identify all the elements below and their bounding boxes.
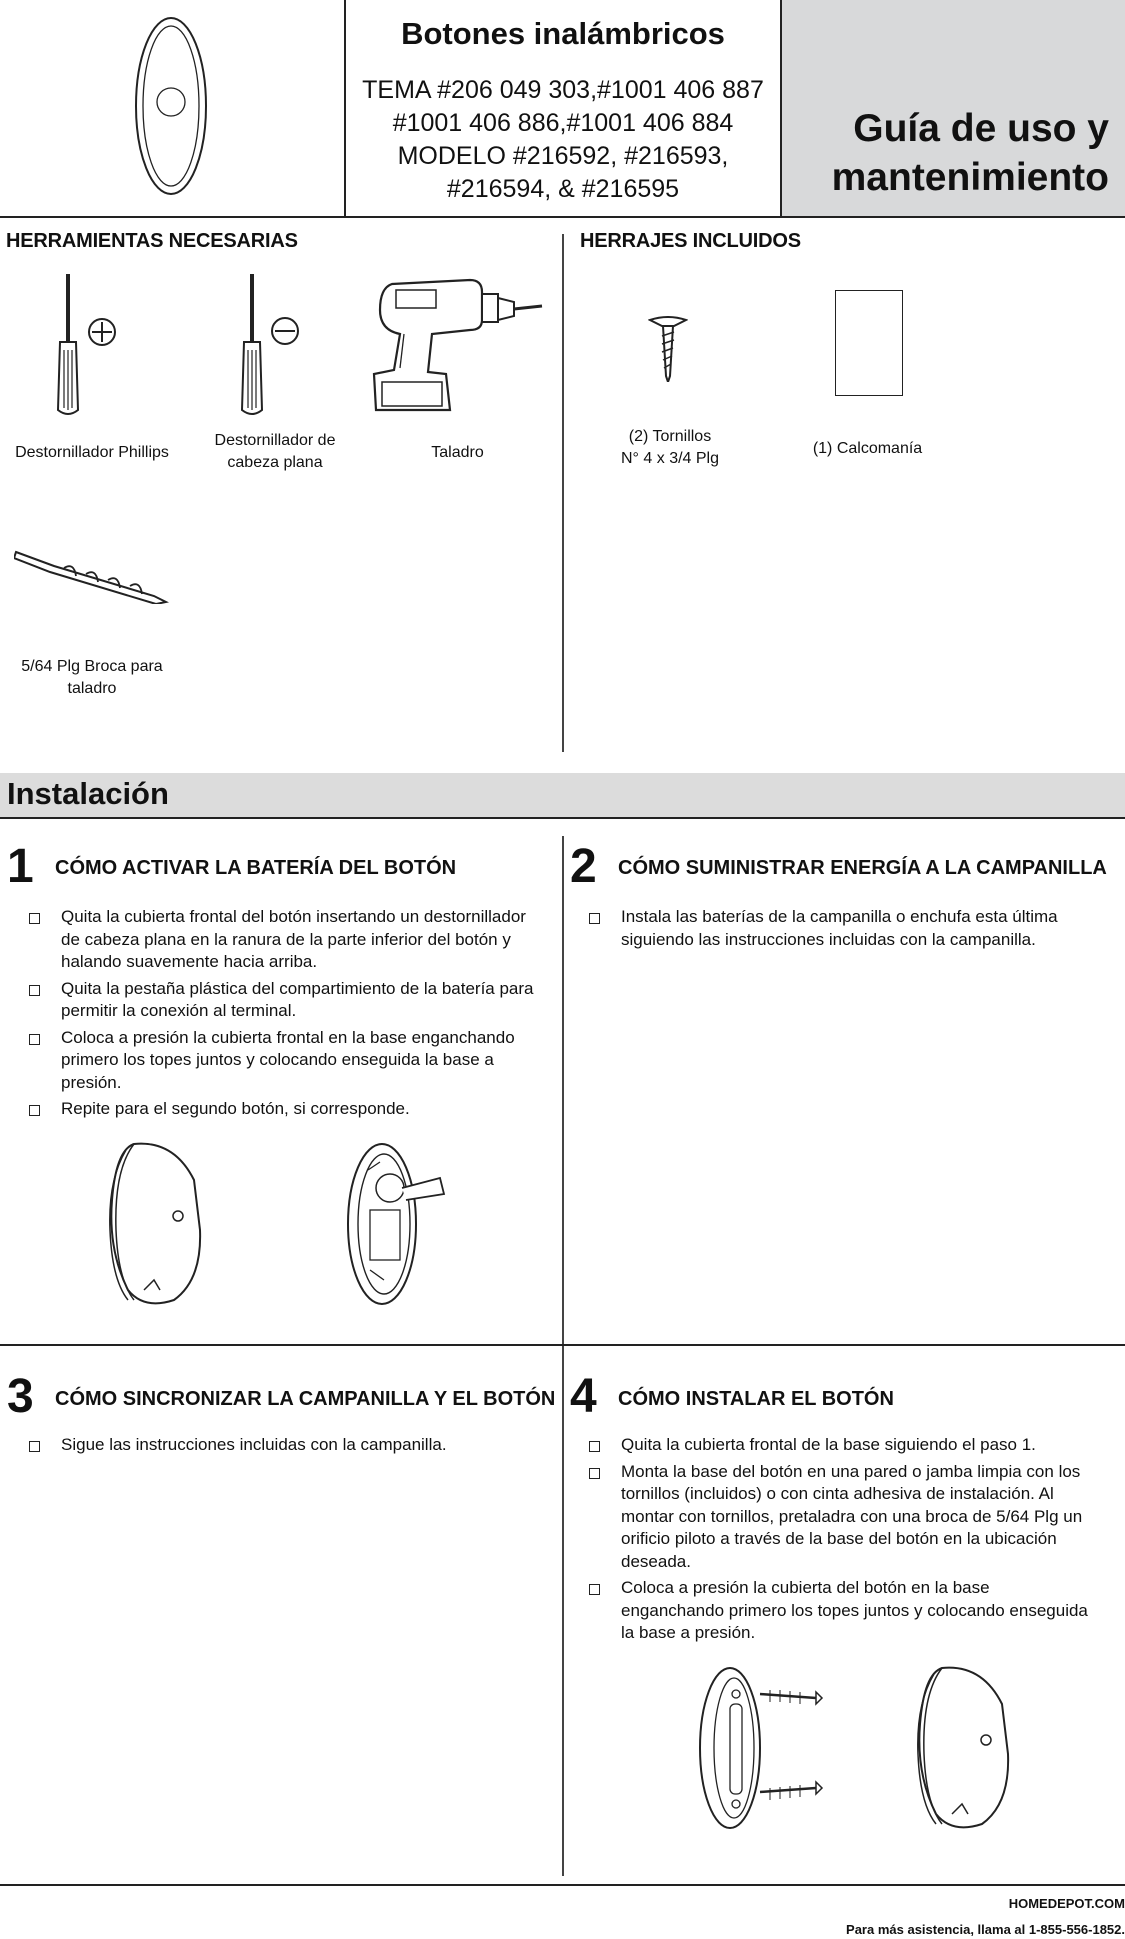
instruction-item: Quita la cubierta frontal del botón insertando un destornillador de cabeza plana en la ranura de la parte inferior del botón y halando suavemente hacia arriba.	[29, 906, 549, 974]
item-line: MODELO #216592, #216593,	[397, 142, 729, 170]
footer-help: Para más asistencia, llama al 1-855-556-1852.	[846, 1922, 1125, 1937]
instruction-item: Quita la cubierta frontal de la base siguiendo el paso 1.	[589, 1434, 1089, 1457]
step-number: 3	[7, 1370, 34, 1423]
step-instructions	[29, 906, 549, 1125]
product-image-cell	[0, 0, 346, 216]
instruction-item: Instala las baterías de la campanilla o enchufa esta última siguiendo las instrucciones incluidas con la campanilla.	[589, 906, 1109, 951]
drill-caption: Taladro	[431, 444, 484, 461]
mounting-base-illustration	[696, 1664, 836, 1834]
drill-icon	[370, 274, 545, 414]
item-model-numbers	[346, 74, 780, 206]
item-line: #216594, & #216595	[446, 175, 680, 203]
caption-line: Destornillador de	[214, 432, 336, 449]
step-title: CÓMO SINCRONIZAR LA CAMPANILLA Y EL BOTÓN	[55, 1388, 556, 1410]
instruction-item: Monta la base del botón en una pared o jamba limpia con los tornillos (incluidos) o con cinta adhesiva de instalación. Al montar con tornillos, pretaladra con una broca de 5/64 Plg un orificio piloto a través de la base del botón en la ubicación deseada.	[589, 1461, 1089, 1574]
footer-url: HOMEDEPOT.COM	[1008, 1896, 1125, 1911]
guide-title-cell	[780, 0, 1125, 216]
step-title: CÓMO SUMINISTRAR ENERGÍA A LA CAMPANILLA	[618, 857, 1107, 879]
button-cover-illustration	[104, 1140, 204, 1310]
guide-title-line: Guía de uso y	[853, 107, 1109, 150]
hardware-heading: HERRAJES INCLUIDOS	[580, 230, 801, 252]
footer-rule	[0, 1884, 1125, 1886]
caption-line: cabeza plana	[227, 454, 323, 471]
step-title: CÓMO INSTALAR EL BOTÓN	[618, 1388, 894, 1410]
product-title: Botones inalámbricos	[401, 16, 725, 51]
steps-row-divider	[0, 1344, 1125, 1346]
item-line: #1001 406 886,#1001 406 884	[392, 109, 734, 137]
installation-title: Instalación	[7, 776, 169, 811]
step-instructions	[589, 1434, 1089, 1649]
wireless-button-illustration	[0, 0, 344, 216]
installation-banner	[0, 773, 1125, 819]
step-number: 4	[570, 1370, 597, 1423]
caption-line: (2) Tornillos	[628, 428, 712, 445]
phillips-screwdriver-icon	[40, 270, 130, 420]
step-number: 1	[7, 840, 34, 893]
decal-icon	[835, 290, 903, 396]
tools-heading: HERRAMIENTAS NECESARIAS	[6, 230, 298, 252]
installed-button-illustration	[912, 1664, 1022, 1834]
drill-bit-caption	[0, 656, 184, 700]
flat-screwdriver-icon	[226, 270, 316, 420]
step-number: 2	[570, 840, 597, 893]
instruction-item: Coloca a presión la cubierta del botón en la base enganchando primero los topes juntos y colocando enseguida la base a presión.	[589, 1577, 1089, 1645]
header	[0, 0, 1125, 218]
guide-title	[832, 104, 1109, 202]
caption-line: 5/64 Plg Broca para	[21, 658, 163, 675]
flat-screwdriver-caption	[190, 430, 360, 474]
instruction-item: Coloca a presión la cubierta frontal en la base enganchando primero los topes juntos y colocando enseguida la base a presión.	[29, 1027, 549, 1095]
section-divider	[562, 234, 564, 752]
steps-divider	[562, 836, 564, 1876]
screws-caption	[590, 426, 750, 470]
drill-bit-icon	[14, 544, 169, 604]
decal-caption: (1) Calcomanía	[812, 440, 923, 457]
caption-line: N° 4 x 3/4 Plg	[621, 450, 719, 467]
step-instructions	[29, 1434, 549, 1461]
phillips-caption: Destornillador Phillips	[15, 444, 169, 461]
guide-title-line: mantenimiento	[831, 156, 1109, 199]
item-line: TEMA #206 049 303,#1001 406 887	[362, 76, 764, 104]
instruction-item: Repite para el segundo botón, si corresponde.	[29, 1098, 549, 1121]
screw-icon	[648, 316, 688, 382]
instruction-item: Quita la pestaña plástica del compartimiento de la batería para permitir la conexión al terminal.	[29, 978, 549, 1023]
caption-line: taladro	[67, 680, 117, 697]
battery-tab-illustration	[340, 1140, 450, 1310]
product-title-cell	[346, 0, 780, 216]
instruction-item: Sigue las instrucciones incluidas con la campanilla.	[29, 1434, 549, 1457]
step-instructions	[589, 906, 1109, 955]
step-title: CÓMO ACTIVAR LA BATERÍA DEL BOTÓN	[55, 857, 457, 879]
